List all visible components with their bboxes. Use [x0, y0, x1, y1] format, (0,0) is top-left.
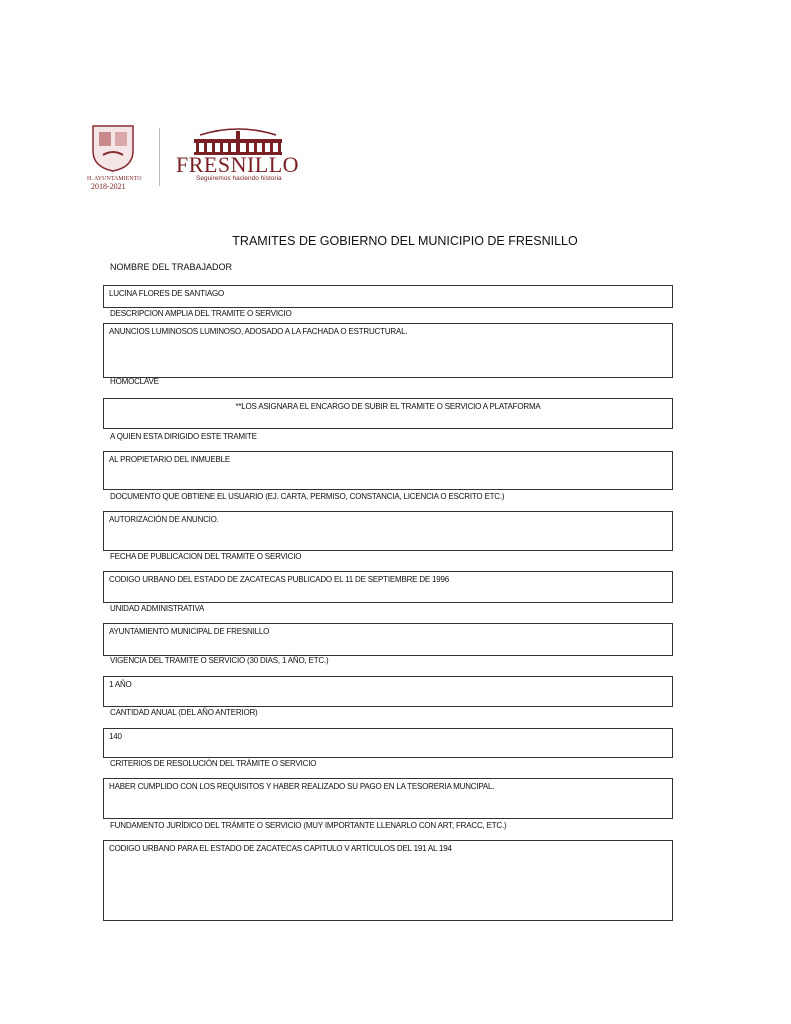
- field-value-box: [103, 676, 673, 707]
- page-title: TRAMITES DE GOBIERNO DEL MUNICIPIO DE FRESNILLO: [232, 234, 578, 248]
- field-label: HOMOCLAVE: [110, 377, 159, 386]
- field-value: **LOS ASIGNARA EL ENCARGO DE SUBIR EL TRAMITE O SERVICIO A PLATAFORMA: [235, 402, 541, 411]
- field-label: NOMBRE DEL TRABAJADOR: [110, 262, 233, 272]
- field-label: DESCRIPCION AMPLIA DEL TRAMITE O SERVICIO: [110, 309, 292, 318]
- logo-divider: [159, 128, 160, 186]
- field-label: FECHA DE PUBLICACION DEL TRAMITE O SERVICIO: [110, 552, 302, 561]
- field-value-box: [103, 451, 673, 490]
- field-label: FUNDAMENTO JURÍDICO DEL TRÁMITE O SERVICIO (MUY IMPORTANTE LLENARLO CON ART, FRACC, ETC.): [110, 821, 507, 830]
- ayuntamiento-seal: [90, 123, 136, 173]
- field-value: CODIGO URBANO PARA EL ESTADO DE ZACATECAS CAPITULO V ARTÍCULOS DEL 191 AL 194: [109, 844, 452, 853]
- field-value: AL PROPIETARIO DEL INMUEBLE: [109, 455, 231, 464]
- field-label: CANTIDAD ANUAL (DEL AÑO ANTERIOR): [110, 708, 258, 717]
- field-value-box: [103, 571, 673, 603]
- field-value: 140: [109, 732, 122, 741]
- field-value-box: [103, 623, 673, 656]
- field-value: AUTORIZACIÓN DE ANUNCIO.: [109, 515, 219, 524]
- field-label: UNIDAD ADMINISTRATIVA: [110, 604, 205, 613]
- field-value-box: [103, 323, 673, 378]
- field-value: AYUNTAMIENTO MUNICIPAL DE FRESNILLO: [109, 627, 270, 636]
- fresnillo-logo-text: FRESNILLO: [176, 152, 300, 177]
- field-label: CRITERIOS DE RESOLUCIÓN DEL TRÁMITE O SERVICIO: [110, 759, 317, 768]
- field-label: A QUIEN ESTA DIRIGIDO ESTE TRAMITE: [110, 432, 257, 441]
- shield-icon: [90, 123, 136, 173]
- field-label: VIGENCIA DEL TRAMITE O SERVICIO (30 DIAS, 1 AÑO, ETC.): [110, 656, 329, 665]
- field-value: LUCINA FLORES DE SANTIAGO: [109, 289, 225, 298]
- field-value-box: [103, 511, 673, 551]
- field-value-box: [103, 840, 673, 921]
- field-value: CODIGO URBANO DEL ESTADO DE ZACATECAS PUBLICADO EL 11 DE SEPTIEMBRE DE 1996: [109, 575, 450, 584]
- ayuntamiento-label: H. AYUNTAMIENTO: [87, 176, 142, 182]
- field-value-box: [103, 778, 673, 819]
- field-value-box: [103, 285, 673, 308]
- field-label: DOCUMENTO QUE OBTIENE EL USUARIO (EJ. CARTA, PERMISO, CONSTANCIA, LICENCIA O ESCRITO ETC.): [110, 492, 505, 501]
- field-value: 1 AÑO: [109, 680, 132, 689]
- field-value: HABER CUMPLIDO CON LOS REQUISITOS Y HABER REALIZADO SU PAGO EN LA TESORERIA MUNCIPAL.: [109, 782, 495, 791]
- field-value: ANUNCIOS LUMINOSOS LUMINOSO, ADOSADO A LA FACHADA O ESTRUCTURAL.: [109, 327, 408, 336]
- field-value-box: [103, 398, 673, 429]
- fresnillo-tagline: Seguiremos haciendo historia: [196, 175, 282, 182]
- ayuntamiento-years: 2018-2021: [91, 182, 126, 191]
- field-value-box: [103, 728, 673, 758]
